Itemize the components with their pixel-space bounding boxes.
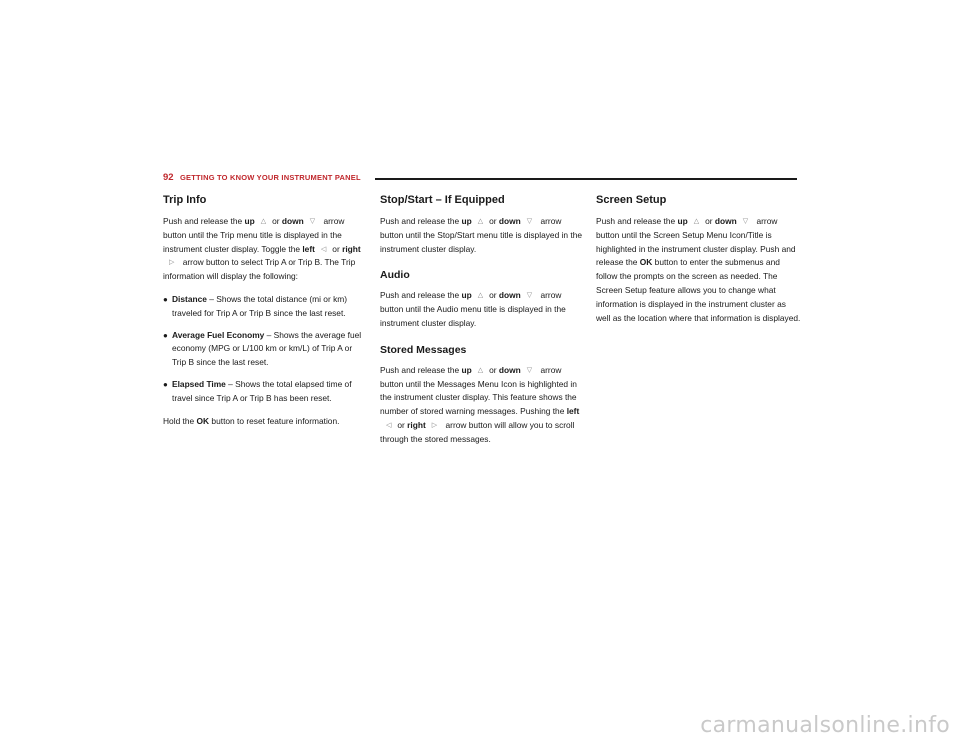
stored-messages-text: Push and release the up △ or down ▽ arrow button until the Messages Menu Icon is highlighted in the instrument cluster display. This feature shows the number of stored warning messages. Pushing the left◁ or right ▷ arrow button will allow you to scroll through the stored messages. [380,364,580,444]
up-arrow-icon: △ [260,218,267,225]
down-arrow-icon: ▽ [526,292,533,300]
audio-text: Push and release the up △ or down ▽ arrow button until the Audio menu title is displayed in the instrument cluster display. [380,290,566,328]
list-item: ● Distance – Shows the total distance (mi or km) traveled for Trip A or Trip B since the last reset. [163,293,348,318]
down-arrow-icon: ▽ [742,218,749,225]
trip-info-intro: Push and release the up △ or down ▽ arrow button until the Trip menu title is displayed in the instrument cluster display. Toggle the left ◁ or right▷ arrow button to select Trip A or Trip B. The Trip information will display the following: [163,216,361,282]
left-arrow-icon: ◁ [320,245,327,253]
list-item: ● Elapsed Time – Shows the total elapsed time of travel since Trip A or Trip B has been reset. [163,378,352,403]
trip-info-reset: Hold the OK button to reset feature information. [163,415,340,426]
chapter-title: GETTING TO KNOW YOUR INSTRUMENT PANEL [180,173,361,182]
section-title-screen-setup: Screen Setup [596,194,667,206]
stop-start-text: Push and release the up △ or down ▽ arrow button until the Stop/Start menu title is displayed in the instrument cluster display. [380,216,583,254]
down-arrow-icon: ▽ [526,218,533,225]
watermark: carmanualsonline.info [700,713,950,738]
screen-setup-text: Push and release the up △ or down ▽ arrow button until the Screen Setup Menu Icon/Title is highlighted in the instrument cluster display. Push and release the OK button to enter the submenus and follow the prompts on the screen as needed. The Screen Setup feature allows you to change what information is displayed in the instrument cluster as well as the location where that information is displayed. [596,216,801,323]
column-middle [380,193,585,459]
page-number: 92 [163,172,174,183]
page-header [163,172,797,184]
left-arrow-icon: ◁ [386,421,392,429]
trip-info-list [163,293,368,406]
section-title-audio: Audio [380,269,410,282]
right-arrow-icon: ▷ [431,421,438,429]
down-arrow-icon: ▽ [526,366,533,374]
list-item: ● Average Fuel Economy – Shows the average fuel economy (MPG or L/100 km or km/L) of Trip A or Trip B since the last reset. [163,329,362,368]
right-arrow-icon: ▷ [169,259,175,267]
section-title-stored-messages: Stored Messages [380,343,467,356]
column-right [596,193,801,334]
up-arrow-icon: △ [693,218,700,225]
up-arrow-icon: △ [477,292,484,300]
bullet-icon: ● [163,294,168,304]
up-arrow-icon: △ [477,366,484,374]
up-arrow-icon: △ [477,218,484,225]
bullet-icon: ● [163,330,168,340]
section-title-stop-start: Stop/Start – If Equipped [380,194,505,206]
section-title-trip-info: Trip Info [163,194,207,206]
header-rule [375,178,797,180]
column-left [163,193,368,437]
down-arrow-icon: ▽ [309,218,316,225]
bullet-icon: ● [163,379,168,389]
